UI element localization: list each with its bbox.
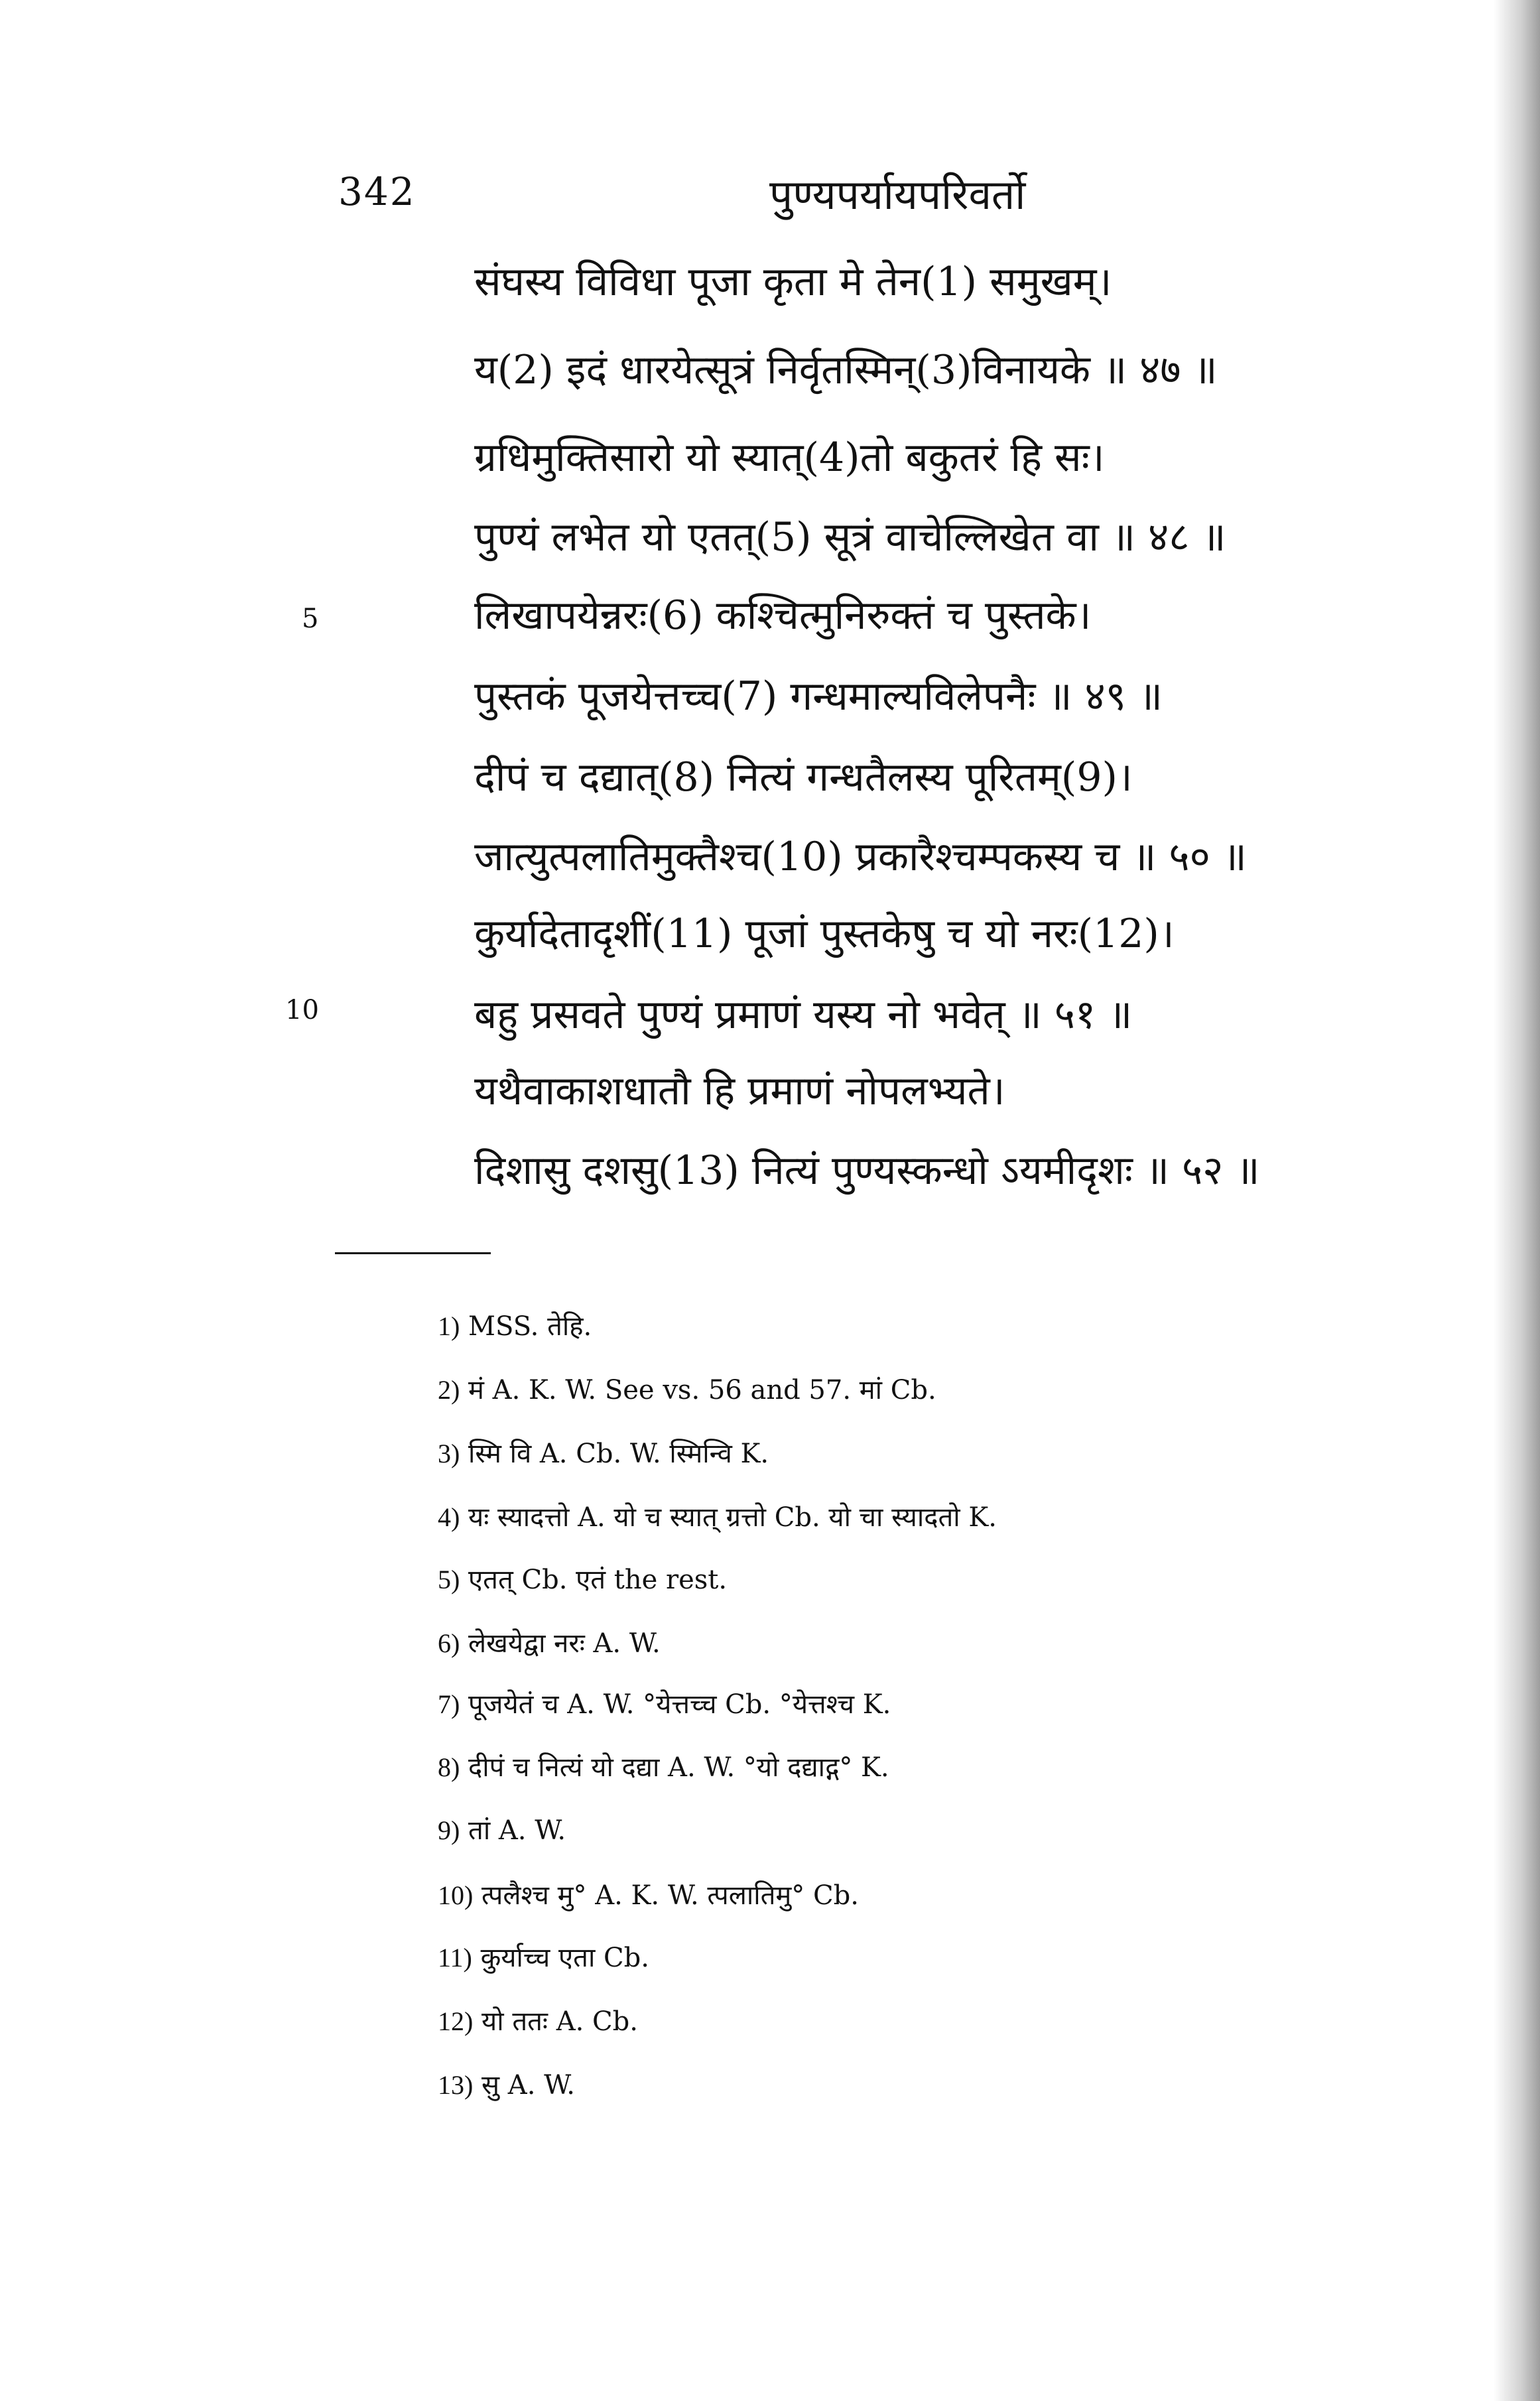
verse-line: लिखापयेन्नरः(6) कश्चित्मुनिरुक्तं च पुस्तके। bbox=[474, 592, 1092, 639]
line-number: 5 bbox=[302, 604, 319, 634]
page-edge-shadow bbox=[1494, 0, 1540, 2401]
verse-line: यथैवाकाशधातौ हि प्रमाणं नोपलभ्यते। bbox=[474, 1068, 1005, 1114]
footnote bbox=[438, 1313, 1300, 1340]
page-number: 342 bbox=[338, 169, 416, 214]
verse-line: पुण्यं लभेत यो एतत्(5) सूत्रं वाचेल्लिखेत वा ॥ ४८ ॥ bbox=[474, 514, 1226, 560]
footnote-text: दीपं च नित्यं यो दद्या A. W. °यो दद्याद्ग° K. bbox=[468, 1752, 889, 1783]
footnote-number: 4) bbox=[438, 1502, 460, 1532]
footnote-text: एतत् Cb. एतं the rest. bbox=[468, 1565, 728, 1595]
footnote-number: 6) bbox=[438, 1628, 460, 1658]
footnote-text: MSS. तेहि. bbox=[468, 1311, 592, 1342]
footnote bbox=[438, 1504, 1300, 1531]
verse-line: दीपं च दद्यात्(8) नित्यं गन्धतैलस्य पूरितम्(9)। bbox=[474, 754, 1133, 801]
footnote-text: कुर्याच्च एता Cb. bbox=[480, 1943, 649, 1973]
verse-line: पुस्तकं पूजयेत्तच्च(7) गन्धमाल्यविलेपनैः ॥ ४९ ॥ bbox=[474, 673, 1163, 720]
footnote-text: यो ततः A. Cb. bbox=[481, 2006, 638, 2037]
footnote bbox=[438, 1567, 1300, 1593]
footnote-number: 12) bbox=[438, 2006, 474, 2036]
footnote-text: सु A. W. bbox=[481, 2070, 575, 2101]
footnote-number: 7) bbox=[438, 1689, 460, 1719]
verse-line: बहु प्रसवते पुण्यं प्रमाणं यस्य नो भवेत् ॥ ५१ ॥ bbox=[474, 992, 1133, 1038]
footnote-number: 1) bbox=[438, 1311, 460, 1341]
footnote bbox=[438, 1630, 1300, 1657]
footnote-text: त्पलैश्च मु° A. K. W. त्पलातिमु° Cb. bbox=[481, 1880, 859, 1911]
footnote-number: 11) bbox=[438, 1943, 472, 1973]
footnote-text: यः स्यादत्तो A. यो च स्यात् ग्रत्तो Cb. यो चा स्यादतो K. bbox=[468, 1502, 997, 1533]
verse-line: ग्रधिमुक्तिसारो यो स्यात्(4)तो बकुतरं हि सः। bbox=[474, 434, 1105, 481]
footnote-number: 13) bbox=[438, 2070, 474, 2100]
footnote-number: 5) bbox=[438, 1565, 460, 1594]
footnote-number: 9) bbox=[438, 1815, 460, 1845]
footnote bbox=[438, 2008, 1300, 2035]
footnote-number: 10) bbox=[438, 1880, 474, 1910]
footnote-text: स्मि वि A. Cb. W. स्मिन्वि K. bbox=[468, 1439, 769, 1469]
footnote bbox=[438, 1817, 1300, 1844]
footnote bbox=[438, 1691, 1300, 1718]
footnote bbox=[438, 1882, 1300, 1909]
footnote-number: 2) bbox=[438, 1375, 460, 1405]
footnote bbox=[438, 1441, 1300, 1467]
verse-line: य(2) इदं धारयेत्सूत्रं निर्वृतस्मिन्(3)विनायके ॥ ४७ ॥ bbox=[474, 347, 1218, 393]
footnote bbox=[438, 1945, 1300, 1971]
footnote-number: 8) bbox=[438, 1752, 460, 1782]
verse-line: संघस्य विविधा पूजा कृता मे तेन(1) समुखम्। bbox=[474, 259, 1112, 305]
footnote-text: लेखयेद्वा नरः A. W. bbox=[468, 1628, 661, 1659]
verse-line: जात्युत्पलातिमुक्तैश्च(10) प्रकारैश्चम्पकस्य च ॥ ५० ॥ bbox=[474, 834, 1247, 880]
footnote bbox=[438, 1377, 1300, 1403]
footnote-number: 3) bbox=[438, 1439, 460, 1468]
footnote-rule bbox=[335, 1252, 491, 1254]
footnote-text: मं A. K. W. See vs. 56 and 57. मां Cb. bbox=[468, 1375, 936, 1405]
verse-line: दिशासु दशसु(13) नित्यं पुण्यस्कन्धो ऽयमीदृशः ॥ ५२ ॥ bbox=[474, 1147, 1260, 1194]
verse-line: कुर्यादेतादृशीं(11) पूजां पुस्तकेषु च यो नरः(12)। bbox=[474, 911, 1175, 957]
footnote-text: पूजयेतं च A. W. °येत्तच्च Cb. °येत्तश्च K. bbox=[468, 1689, 891, 1720]
footnote bbox=[438, 1754, 1300, 1781]
line-number: 10 bbox=[285, 995, 319, 1025]
running-head: पुण्यपर्यायपरिवर्तो bbox=[769, 170, 1026, 219]
footnote bbox=[438, 2072, 1300, 2099]
footnote-text: तां A. W. bbox=[468, 1815, 566, 1846]
